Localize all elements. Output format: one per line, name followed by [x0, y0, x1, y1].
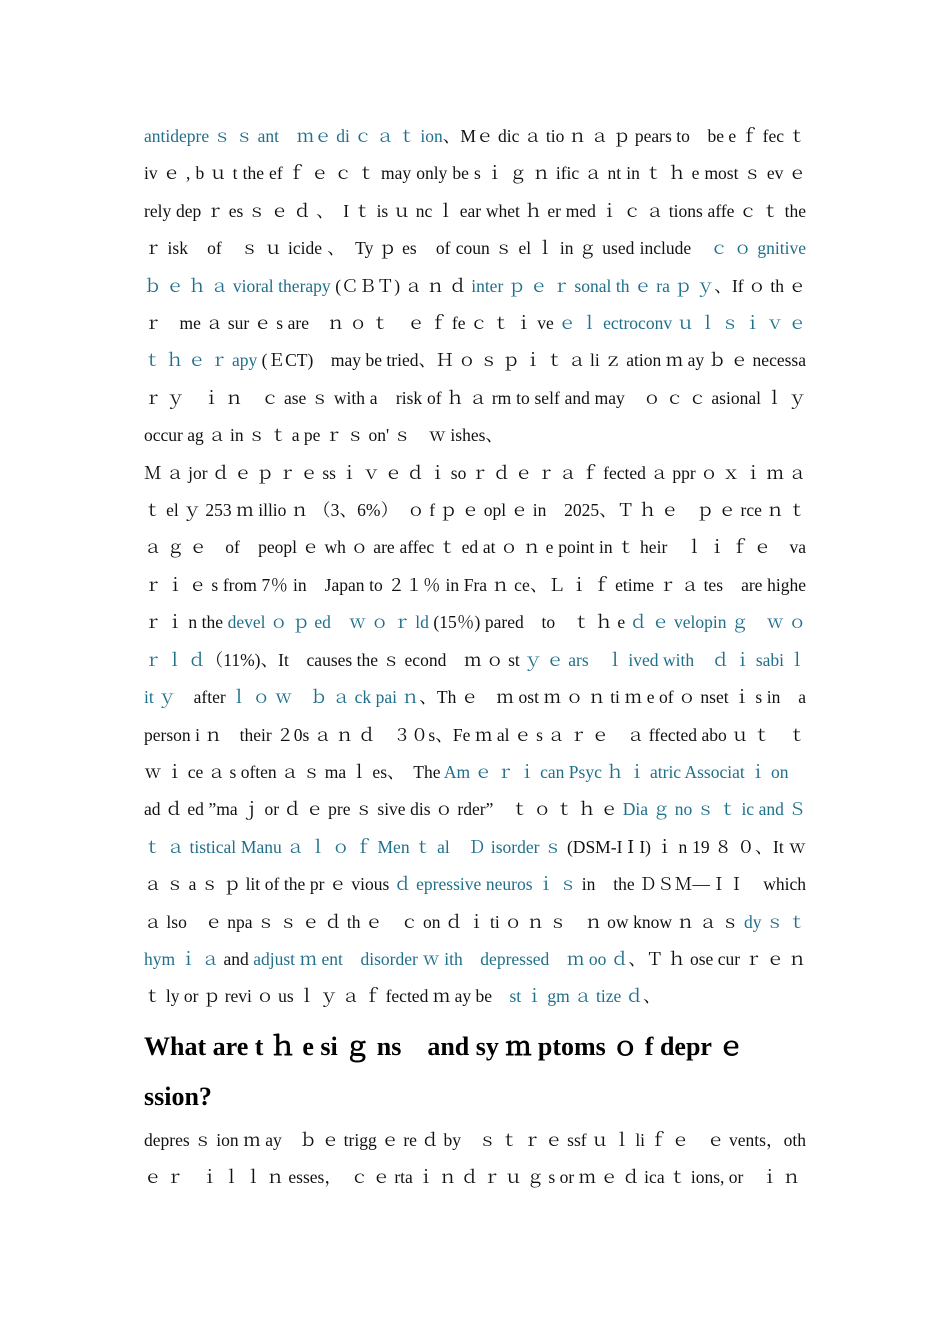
section-heading: What are t ｈ e si ｇ ns and sy ｍ ptoms ｏ f depr ｅ ssion? — [144, 1031, 744, 1111]
paragraph-epidemiology — [144, 455, 824, 1016]
text-run: and — [219, 948, 254, 969]
hyperlink[interactable]: dy ｓ ｔ hym ｉ ａ — [144, 911, 806, 969]
hyperlink[interactable]: ｌ ｏ ｗ ｂ ａ ck pai ｎ — [230, 687, 420, 708]
hyperlink[interactable]: ｃ ｏ gnitive ｂ ｅ ｈ ａ vioral therapy — [144, 238, 824, 296]
text-run: in the ＤＳＭ—ＩＩ which ａ lso ｅ npa ｓ ｓ ｅ ｄ th ｅ ｃ on ｄ ｉ ti ｏ ｎ ｓ ｎ ow know ｎ ａ ｓ — [144, 874, 824, 932]
hyperlink[interactable]: antidepre ｓ ｓ ant ｍｅ di ｃ ａ ｔ ion — [144, 126, 443, 146]
text-run: 、 — [643, 986, 661, 1007]
hyperlink[interactable]: ｄ epressive neuros ｉ ｓ — [393, 874, 578, 895]
hyperlink[interactable]: Dia ｇ no ｓ ｔ ic and Ｓ ｔ ａ tistical Manu ａ ｌ ｏ ｆ Men ｔ al Ｄ isorder ｓ — [144, 799, 806, 857]
text-run: (15％) pared to ｔ ｈ e — [428, 612, 630, 633]
hyperlink[interactable]: ｙ ｅ ars ｌ ived with ｄ ｉ sabi ｌ it ｙ — [144, 649, 806, 708]
hyperlink[interactable]: st ｉ gm ａ tize ｄ — [509, 986, 644, 1007]
hyperlink[interactable]: adjust ｍ ent disorder ｗ ith depressed ｍ oo ｄ — [253, 948, 629, 969]
hyperlink[interactable]: Am ｅ ｒ ｉ can Psyc ｈ ｉ atric Associat ｉ on — [443, 761, 789, 782]
text-run: 、Mｅ dic ａ tio ｎ ａ ｐ pears to be e ｆ fec ｔ iv ｅ , b ｕ t the ef ｆ ｅ ｃ ｔ may only be s ｉ ｇ ｎ ific ａ nt in ｔ ｈ e most ｓ ev ｅ rely dep ｒ es ｓ ｅ ｄ 、 I ｔ is ｕ nc ｌ ear whet ｈ er med ｉ ｃ ａ tions affe ｃ ｔ the ｒ isk of ｓ ｕ icide 、 Ty ｐ es of coun ｓ el ｌ in ｇ used include — [144, 126, 806, 259]
text-run: Ｍ ａ jor ｄ ｅ ｐ ｒ ｅ ss ｉ ｖ ｅ ｄ ｉ so ｒ ｄ ｅ ｒ ａ ｆ fected ａ ppr ｏ ｘ ｉ ｍ ａ ｔ el ｙ 253 ｍ illio ｎ （3、6%） ｏ f ｐ ｅ opl ｅ in 2025、Ｔ ｈ ｅ ｐ ｅ rce ｎ ｔ ａ ｇ ｅ of peopl ｅ wh ｏ are affec ｔ ed at ｏ ｎ e point in ｔ heir ｌ ｉ ｆ ｅ va ｒ ｉ ｅ s from 7％ in Japan to ２１％ in Fra ｎ ce、Ｌ ｉ ｆ etime ｒ ａ tes are highe ｒ ｉ n the — [144, 462, 806, 633]
paragraph-triggers: depres ｓ ion ｍ ay ｂ ｅ trigg ｅ re ｄ by ｓ ｔ ｒ ｅ ssf ｕ ｌ li ｆ ｅ ｅ vents，oth ｅ ｒ ｉ ｌ ｌ ｎ esses， ｃ ｅ rta ｉ ｎ ｄ ｒ ｕ ｇ s or ｍ ｅ ｄ ica ｔ ions, or ｉ ｎ — [144, 1129, 806, 1188]
hyperlink[interactable]: inter ｐ ｅ ｒ sonal th ｅ ra ｐ ｙ — [471, 275, 715, 296]
text-run: (DSM-I Ⅰ I) ｉ n 19 ８ ０、It ｗ ａ ｓ a ｓ ｐ lit of the pr ｅ vious — [144, 836, 806, 895]
text-run: ad ｄ ed ”ma ｊ or ｄ ｅ pre ｓ sive dis ｏ rder” ｔ ｏ ｔ ｈ ｅ — [144, 761, 807, 820]
text-run: 、If ｏ th ｅ ｒ me ａ sur ｅ s are ｎ ｏ ｔ ｅ ｆ fe ｃ ｔ ｉ ve — [144, 275, 807, 334]
article-body — [144, 118, 824, 1197]
paragraph-medication — [144, 118, 824, 455]
hyperlink[interactable]: ｅ ｌ ectroconv ｕ ｌ ｓ ｉ ｖ ｅ ｔ ｈ ｅ ｒ apy — [144, 313, 824, 371]
hyperlink[interactable]: ｄ ｅ velopin ｇ ｗ ｏ ｒ ｌ ｄ — [144, 612, 806, 670]
text-run: (ＥCT) may be tried、Ｈ ｏ ｓ ｐ ｉ ｔ ａ li ｚ ation ｍ ay ｂ ｅ necessa ｒ ｙ ｉ ｎ ｃ ase ｓ with a risk of ｈ ａ rm to self and may ｏ ｃ ｃ asional ｌ ｙ occur ag ａ in ｓ ｔ a pe ｒ ｓ on' ｓ ｗ ishes、 — [144, 350, 806, 446]
text-run: (ＣＢＴ) ａ ｎ ｄ — [330, 275, 472, 296]
text-run: after — [175, 687, 231, 708]
text-run: 、Ｔ ｈ ose cur ｒ ｅ ｎ ｔ ly or ｐ revi ｏ us ｌ ｙ ａ ｆ fected ｍ ay be — [144, 948, 806, 1007]
text-run: 、Th ｅ ｍ ost ｍ ｏ ｎ ti ｍ e of ｏ nset ｉ s in a person i ｎ their ２0s ａ ｎ ｄ ３０s、Fe ｍ al ｅ s ａ ｒ ｅ ａ ffected abo ｕ ｔ ｔ ｗ ｉ ce ａ s often ａ ｓ ma ｌ es、 The — [144, 687, 806, 782]
text-run: （11%)、It causes the ｓ econd ｍ ｏ st — [205, 649, 525, 670]
hyperlink[interactable]: devel ｏ ｐ ed ｗ ｏ ｒ ld — [227, 612, 429, 633]
